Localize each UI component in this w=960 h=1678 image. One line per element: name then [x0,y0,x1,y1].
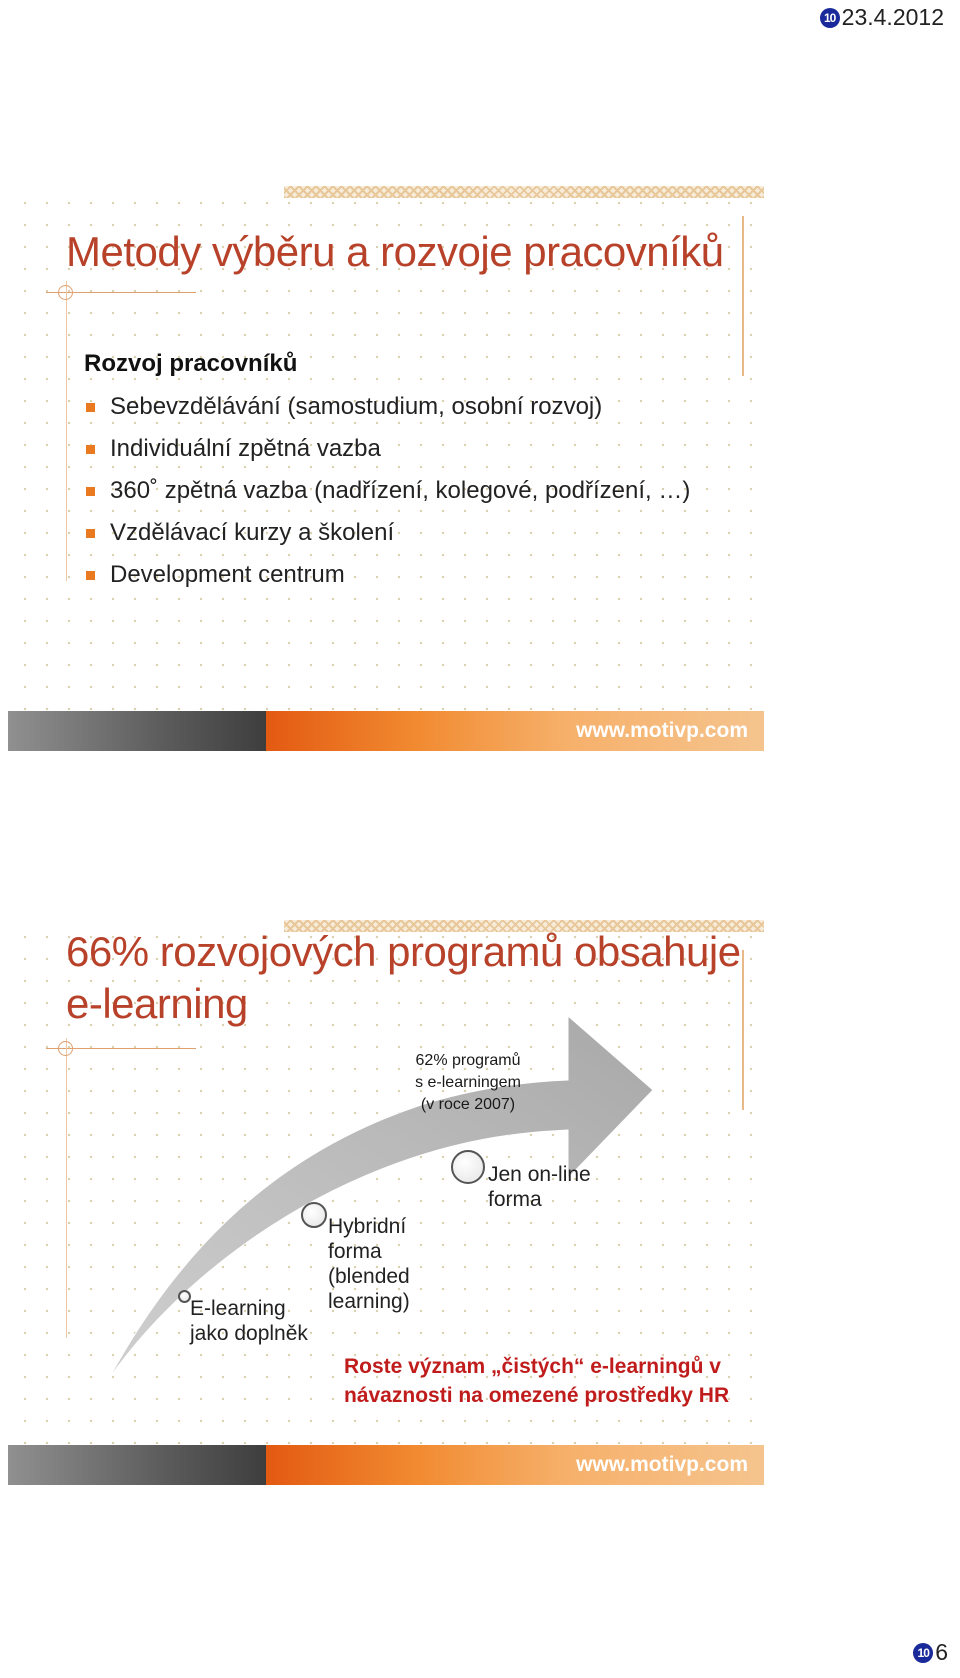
bullet-text: Development centrum [110,561,345,588]
slide-2 [8,920,764,1485]
slide-1 [8,186,764,751]
bullet-square-icon [86,529,95,538]
stage-label-elearning: E-learning jako doplněk [190,1297,308,1345]
crosshair-circle-icon [58,285,73,300]
slide-title: 66% rozvojových programů obsahuje e-learning [66,928,741,1027]
page-footer [913,1639,948,1666]
footer-grey-block [8,1445,266,1485]
slide-footer-bar [8,1445,764,1485]
bullet-square-icon [86,445,95,454]
date-text: 23.4.2012 [841,4,944,30]
bullet-item [84,554,690,596]
bullet-square-icon [86,571,95,580]
bullet-item [84,470,690,512]
stage-label-hybrid: Hybridní forma (blended learning) [328,1215,410,1313]
section-heading: Rozvoj pracovníků [84,350,298,377]
bullet-list [84,386,690,596]
stage-marker-icon [451,1150,485,1184]
stage-label-online: Jen on-line forma [488,1163,591,1211]
slide-footer-bar [8,711,764,751]
bullet-text: 360˚ zpětná vazba (nadřízení, kolegové, podřízení, …) [110,477,691,504]
decorative-guide-line [66,281,67,581]
bullet-text: Individuální zpětná vazba [110,435,381,462]
stage-marker-icon [301,1202,327,1228]
bullet-text: Vzdělávací kurzy a školení [110,519,395,546]
bullet-square-icon [86,487,95,496]
slide-title: Metody výběru a rozvoje pracovníků [66,228,724,275]
page-badge-icon: 10 [820,8,840,28]
footer-orange-block [266,1445,764,1485]
page-header-date [820,4,944,31]
footer-url: www.motivp.com [576,719,748,742]
bullet-item [84,386,690,428]
footer-url: www.motivp.com [576,1453,748,1476]
bullet-item [84,512,690,554]
footer-grey-block [8,711,266,751]
emphasis-text: Roste význam „čistých“ e-learningů v návaznosti na omezené prostředky HR [344,1355,730,1407]
decorative-pattern-strip [284,186,764,198]
footer-orange-block [266,711,764,751]
decorative-vertical-line [742,216,744,376]
page-badge-icon: 10 [913,1643,933,1663]
statistic-label: 62% programů s e-learningem (v roce 2007) [415,1052,521,1113]
bullet-square-icon [86,403,95,412]
page-number: 6 [935,1639,948,1665]
bullet-text: Sebevzdělávání (samostudium, osobní rozvoj) [110,393,603,420]
bullet-item [84,428,690,470]
